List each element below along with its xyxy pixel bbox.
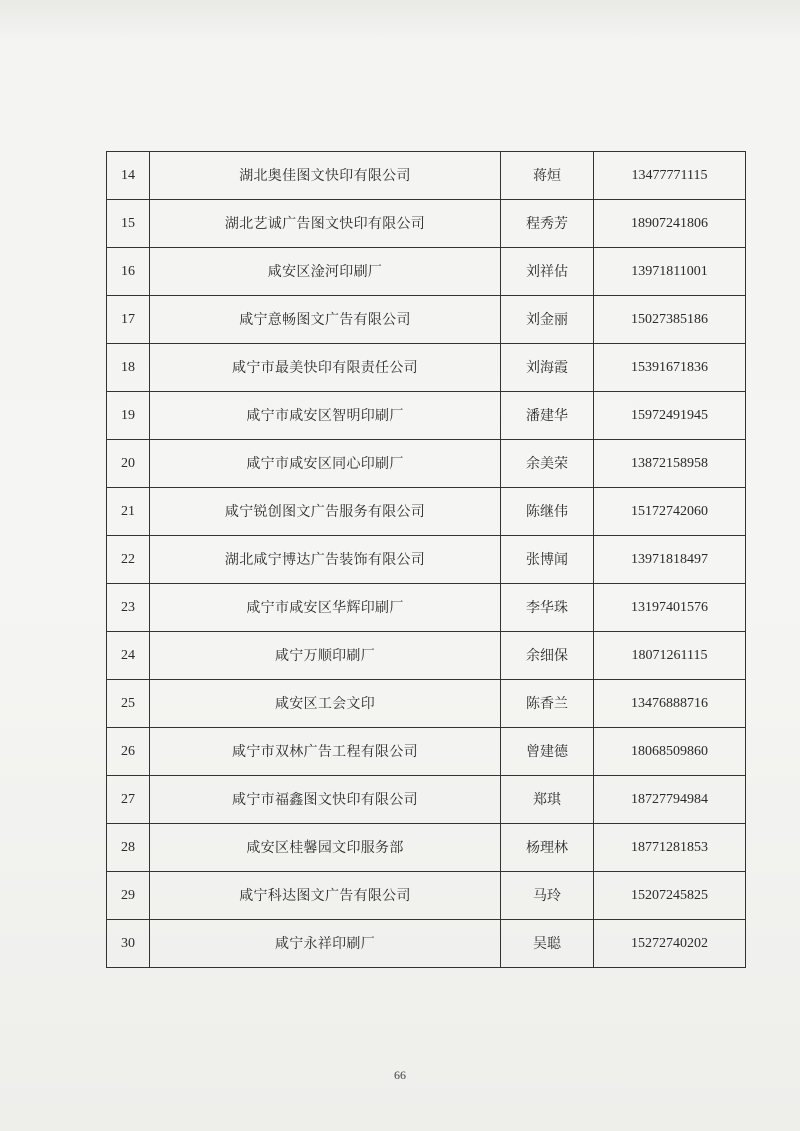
company-name	[150, 392, 501, 440]
row-index: 26	[107, 728, 150, 776]
company-name	[150, 248, 501, 296]
row-index: 19	[107, 392, 150, 440]
page-number: 66	[394, 1068, 406, 1082]
company-name	[150, 344, 501, 392]
company-name-text: 湖北艺诚广告图文快印有限公司	[224, 215, 426, 232]
company-name-text: 咸宁锐创图文广告服务有限公司	[224, 503, 426, 520]
row-index: 14	[107, 152, 150, 200]
company-name-text: 咸宁科达图文广告有限公司	[239, 887, 411, 904]
row-index: 28	[107, 824, 150, 872]
table-row	[107, 536, 746, 584]
table-row	[107, 872, 746, 920]
company-name-text: 咸宁市咸安区智明印刷厂	[246, 407, 404, 424]
table-row	[107, 440, 746, 488]
company-name-text: 咸安区桂馨园文印服务部	[246, 839, 404, 856]
table-row	[107, 296, 746, 344]
contact-person: 吴聪	[501, 920, 594, 968]
company-name	[150, 872, 501, 920]
row-index: 24	[107, 632, 150, 680]
row-index: 22	[107, 536, 150, 584]
table-row	[107, 728, 746, 776]
table-row	[107, 248, 746, 296]
registry-table	[106, 151, 746, 968]
phone-number: 13477771115	[594, 152, 746, 200]
company-name-text: 咸宁万顺印刷厂	[274, 647, 376, 664]
phone-number: 13872158958	[594, 440, 746, 488]
contact-person: 杨理林	[501, 824, 594, 872]
company-name-text: 咸宁市福鑫图文快印有限公司	[232, 791, 418, 808]
table-row	[107, 344, 746, 392]
phone-number: 18071261115	[594, 632, 746, 680]
row-index: 20	[107, 440, 150, 488]
row-index: 23	[107, 584, 150, 632]
row-index: 18	[107, 344, 150, 392]
company-name-text: 湖北奥佳图文快印有限公司	[239, 167, 411, 184]
row-index: 30	[107, 920, 150, 968]
table-row	[107, 200, 746, 248]
table-row	[107, 632, 746, 680]
table-row	[107, 776, 746, 824]
company-name-text: 咸宁永祥印刷厂	[274, 935, 376, 952]
phone-number: 18771281853	[594, 824, 746, 872]
contact-person: 蒋烜	[501, 152, 594, 200]
contact-person: 潘建华	[501, 392, 594, 440]
company-name	[150, 584, 501, 632]
table-row	[107, 824, 746, 872]
registry-table-body	[107, 152, 746, 968]
contact-person: 余细保	[501, 632, 594, 680]
contact-person: 陈继伟	[501, 488, 594, 536]
phone-number: 15207245825	[594, 872, 746, 920]
phone-number: 15972491945	[594, 392, 746, 440]
contact-person: 李华珠	[501, 584, 594, 632]
company-name-text: 湖北咸宁博达广告装饰有限公司	[224, 551, 426, 568]
company-name	[150, 200, 501, 248]
company-name	[150, 824, 501, 872]
company-name-text: 咸宁意畅图文广告有限公司	[239, 311, 411, 328]
company-name	[150, 296, 501, 344]
contact-person: 余美荣	[501, 440, 594, 488]
company-name	[150, 920, 501, 968]
phone-number: 15272740202	[594, 920, 746, 968]
company-name-text: 咸宁市最美快印有限责任公司	[232, 359, 418, 376]
table-row	[107, 584, 746, 632]
row-index: 25	[107, 680, 150, 728]
contact-person: 陈香兰	[501, 680, 594, 728]
row-index: 17	[107, 296, 150, 344]
row-index: 29	[107, 872, 150, 920]
contact-person: 刘金丽	[501, 296, 594, 344]
company-name	[150, 680, 501, 728]
table-row	[107, 488, 746, 536]
row-index: 16	[107, 248, 150, 296]
company-name-text: 咸宁市咸安区华辉印刷厂	[246, 599, 404, 616]
company-name	[150, 776, 501, 824]
contact-person: 张博闻	[501, 536, 594, 584]
row-index: 27	[107, 776, 150, 824]
phone-number: 15391671836	[594, 344, 746, 392]
table-row	[107, 920, 746, 968]
phone-number: 13197401576	[594, 584, 746, 632]
company-name-text: 咸安区工会文印	[274, 695, 376, 712]
contact-person: 郑琪	[501, 776, 594, 824]
contact-person: 刘海霞	[501, 344, 594, 392]
contact-person: 刘祥估	[501, 248, 594, 296]
phone-number: 18727794984	[594, 776, 746, 824]
company-name	[150, 632, 501, 680]
company-name	[150, 728, 501, 776]
table-row	[107, 392, 746, 440]
contact-person: 马玲	[501, 872, 594, 920]
phone-number: 13476888716	[594, 680, 746, 728]
company-name	[150, 440, 501, 488]
phone-number: 15027385186	[594, 296, 746, 344]
row-index: 21	[107, 488, 150, 536]
contact-person: 程秀芳	[501, 200, 594, 248]
company-name-text: 咸安区淦河印刷厂	[267, 263, 383, 280]
phone-number: 15172742060	[594, 488, 746, 536]
phone-number: 13971811001	[594, 248, 746, 296]
company-name	[150, 488, 501, 536]
row-index: 15	[107, 200, 150, 248]
table-row	[107, 680, 746, 728]
company-name-text: 咸宁市双林广告工程有限公司	[232, 743, 418, 760]
company-name	[150, 536, 501, 584]
phone-number: 18068509860	[594, 728, 746, 776]
contact-person: 曾建德	[501, 728, 594, 776]
phone-number: 13971818497	[594, 536, 746, 584]
company-name-text: 咸宁市咸安区同心印刷厂	[246, 455, 404, 472]
table-row	[107, 152, 746, 200]
phone-number: 18907241806	[594, 200, 746, 248]
company-name	[150, 152, 501, 200]
